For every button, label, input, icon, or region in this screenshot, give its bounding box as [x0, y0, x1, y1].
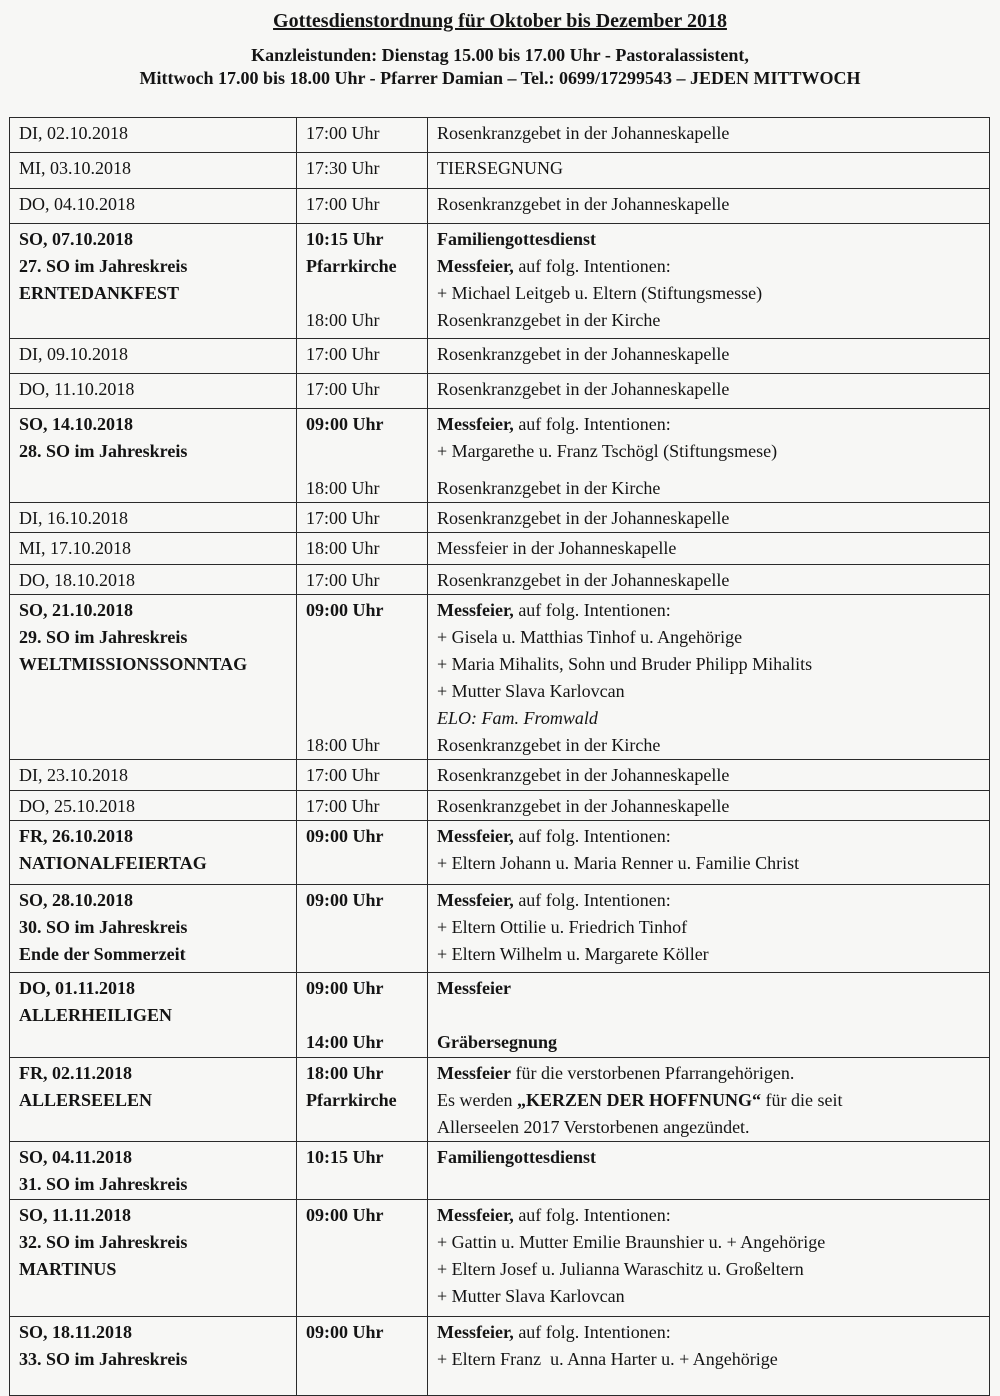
table-row: [10, 118, 990, 153]
table-row: [10, 374, 990, 409]
mass-label: Messfeier,: [437, 414, 514, 434]
time-text: 18:00 Uhr: [306, 735, 380, 755]
intentions-label: auf folg. Intentionen:: [513, 600, 671, 620]
date-cell: DI, 16.10.2018: [10, 503, 297, 533]
table-row: [10, 791, 990, 821]
date-subtitle: MARTINUS: [19, 1259, 117, 1279]
table-row: [10, 821, 990, 885]
date-cell: [10, 973, 297, 1058]
intention-text: + Eltern Johann u. Maria Renner u. Familie Christ: [437, 853, 800, 873]
description-title: Familiengottesdienst: [437, 229, 596, 249]
date-cell: DO, 04.10.2018: [10, 189, 297, 224]
time-cell: 09:00 Uhr: [297, 821, 428, 885]
description-cell: Rosenkranzgebet in der Johanneskapelle: [428, 760, 990, 791]
mass-label: Messfeier,: [437, 1322, 514, 1342]
table-row: [10, 565, 990, 595]
intention-text: + Eltern Josef u. Julianna Waraschitz u. Großeltern: [437, 1259, 804, 1279]
time-text: 18:00 Uhr: [306, 478, 380, 498]
mass-label: Messfeier,: [437, 1205, 514, 1225]
date-cell: [10, 224, 297, 339]
description-title: Messfeier: [437, 978, 511, 998]
table-row: [10, 533, 990, 565]
time-cell: 17:00 Uhr: [297, 339, 428, 374]
date-subtitle: WELTMISSIONSSONNTAG: [19, 654, 248, 674]
time-cell: 17:30 Uhr: [297, 153, 428, 189]
intention-text: + Mutter Slava Karlovcan: [437, 1286, 625, 1306]
description-cell: [428, 973, 990, 1058]
intentions-label: auf folg. Intentionen:: [513, 1322, 671, 1342]
location-text: Pfarrkirche: [306, 256, 397, 276]
mass-label: Messfeier,: [437, 600, 514, 620]
intention-text: + Gattin u. Mutter Emilie Braunshier u. + Angehörige: [437, 1232, 826, 1252]
location-text: Pfarrkirche: [306, 1090, 397, 1110]
time-cell: 17:00 Uhr: [297, 503, 428, 533]
date-text: SO, 04.11.2018: [19, 1147, 133, 1167]
date-subtitle: 30. SO im Jahreskreis: [19, 917, 188, 937]
date-cell: [10, 1142, 297, 1200]
time-cell: 09:00 Uhr: [297, 885, 428, 973]
date-cell: DI, 02.10.2018: [10, 118, 297, 153]
intention-text: + Margarethe u. Franz Tschögl (Stiftungsmese): [437, 441, 778, 461]
description-cell: [428, 224, 990, 339]
time-text: 18:00 Uhr: [306, 310, 380, 330]
description-text: für die verstorbenen Pfarrangehörigen.: [510, 1063, 795, 1083]
intention-text: + Maria Mihalits, Sohn und Bruder Philipp Mihalits: [437, 654, 813, 674]
time-text: 14:00 Uhr: [306, 1032, 384, 1052]
date-text: DO, 01.11.2018: [19, 978, 136, 998]
time-text: 09:00 Uhr: [306, 600, 384, 620]
description-cell: Rosenkranzgebet in der Johanneskapelle: [428, 503, 990, 533]
description-cell: Rosenkranzgebet in der Johanneskapelle: [428, 339, 990, 374]
date-text: SO, 07.10.2018: [19, 229, 134, 249]
intentions-label: auf folg. Intentionen:: [513, 256, 671, 276]
date-subtitle: ALLERSEELEN: [19, 1090, 153, 1110]
date-cell: DI, 09.10.2018: [10, 339, 297, 374]
date-text: SO, 11.11.2018: [19, 1205, 132, 1225]
description-cell: [428, 821, 990, 885]
date-subtitle: 33. SO im Jahreskreis: [19, 1349, 188, 1369]
description-text: Es werden: [437, 1090, 517, 1110]
time-cell: 10:15 Uhr: [297, 1142, 428, 1200]
elo-note: ELO: Fam. Fromwald: [437, 708, 598, 728]
table-row: [10, 760, 990, 791]
date-text: SO, 18.11.2018: [19, 1322, 133, 1342]
date-cell: MI, 03.10.2018: [10, 153, 297, 189]
table-row: [10, 189, 990, 224]
date-subtitle: 29. SO im Jahreskreis: [19, 627, 188, 647]
date-text: FR, 26.10.2018: [19, 826, 133, 846]
time-cell: [297, 224, 428, 339]
table-row: [10, 885, 990, 973]
time-cell: 09:00 Uhr: [297, 1317, 428, 1396]
description-cell: [428, 595, 990, 760]
time-cell: [297, 1058, 428, 1142]
date-cell: [10, 885, 297, 973]
table-row: [10, 1142, 990, 1200]
mass-label: Messfeier: [437, 1063, 511, 1083]
date-cell: DO, 25.10.2018: [10, 791, 297, 821]
time-cell: 17:00 Uhr: [297, 374, 428, 409]
mass-label: Messfeier,: [437, 826, 514, 846]
time-cell: 18:00 Uhr: [297, 533, 428, 565]
description-text: Allerseelen 2017 Verstorbenen angezündet.: [437, 1117, 750, 1137]
date-cell: [10, 821, 297, 885]
intentions-label: auf folg. Intentionen:: [513, 1205, 671, 1225]
intention-text: + Eltern Franz u. Anna Harter u. + Angehörige: [437, 1349, 778, 1369]
table-row: [10, 1200, 990, 1317]
date-subtitle: 28. SO im Jahreskreis: [19, 441, 188, 461]
table-row: [10, 503, 990, 533]
date-cell: MI, 17.10.2018: [10, 533, 297, 565]
intentions-label: auf folg. Intentionen:: [513, 414, 671, 434]
time-cell: [297, 595, 428, 760]
intentions-label: auf folg. Intentionen:: [513, 826, 671, 846]
time-cell: 17:00 Uhr: [297, 189, 428, 224]
date-subtitle: 27. SO im Jahreskreis: [19, 256, 188, 276]
table-row: [10, 409, 990, 503]
time-cell: [297, 409, 428, 503]
spacer: [437, 465, 980, 475]
date-subtitle: ALLERHEILIGEN: [19, 1005, 173, 1025]
intention-text: + Eltern Wilhelm u. Margarete Köller: [437, 944, 709, 964]
time-cell: [297, 973, 428, 1058]
intention-text: + Eltern Ottilie u. Friedrich Tinhof: [437, 917, 688, 937]
date-cell: [10, 1317, 297, 1396]
description-cell: Rosenkranzgebet in der Johanneskapelle: [428, 791, 990, 821]
description-cell: [428, 409, 990, 503]
time-cell: 17:00 Uhr: [297, 565, 428, 595]
date-subtitle: 31. SO im Jahreskreis: [19, 1174, 188, 1194]
mass-label: Messfeier,: [437, 256, 514, 276]
time-cell: 17:00 Uhr: [297, 791, 428, 821]
time-text: 10:15 Uhr: [306, 229, 384, 249]
office-hours-line-1: Kanzleistunden: Dienstag 15.00 bis 17.00 Uhr - Pastoralassistent,: [251, 45, 749, 65]
date-cell: [10, 1200, 297, 1317]
date-cell: [10, 409, 297, 503]
description-text: Rosenkranzgebet in der Kirche: [437, 478, 661, 498]
date-text: SO, 14.10.2018: [19, 414, 134, 434]
intentions-label: auf folg. Intentionen:: [513, 890, 671, 910]
date-cell: [10, 1058, 297, 1142]
intention-text: + Gisela u. Matthias Tinhof u. Angehörige: [437, 627, 743, 647]
description-cell: TIERSEGNUNG: [428, 153, 990, 189]
table-row: [10, 1317, 990, 1396]
table-row: [10, 595, 990, 760]
time-text: 09:00 Uhr: [306, 978, 384, 998]
description-cell: Rosenkranzgebet in der Johanneskapelle: [428, 374, 990, 409]
table-row: [10, 153, 990, 189]
date-text: SO, 28.10.2018: [19, 890, 134, 910]
table-row: [10, 1058, 990, 1142]
description-cell: [428, 1200, 990, 1317]
description-text: für die seit: [761, 1090, 843, 1110]
date-text: SO, 21.10.2018: [19, 600, 134, 620]
date-text: FR, 02.11.2018: [19, 1063, 133, 1083]
description-cell: Rosenkranzgebet in der Johanneskapelle: [428, 565, 990, 595]
description-cell: Familiengottesdienst: [428, 1142, 990, 1200]
description-title: Gräbersegnung: [437, 1032, 558, 1052]
intention-text: + Mutter Slava Karlovcan: [437, 681, 625, 701]
candles-highlight: „KERZEN DER HOFFNUNG“: [516, 1090, 761, 1110]
table-row: [10, 224, 990, 339]
office-hours-line-2: Mittwoch 17.00 bis 18.00 Uhr - Pfarrer Damian – Tel.: 0699/17299543 – JEDEN MITTWOCH: [139, 68, 861, 88]
description-text: Rosenkranzgebet in der Kirche: [437, 735, 661, 755]
description-cell: [428, 1058, 990, 1142]
time-cell: 17:00 Uhr: [297, 118, 428, 153]
description-cell: Rosenkranzgebet in der Johanneskapelle: [428, 118, 990, 153]
time-text: 18:00 Uhr: [306, 1063, 384, 1083]
time-cell: 09:00 Uhr: [297, 1200, 428, 1317]
schedule-table: [9, 117, 990, 1396]
date-subtitle: 32. SO im Jahreskreis: [19, 1232, 188, 1252]
page-title: Gottesdienstordnung für Oktober bis Dezember 2018: [273, 10, 727, 32]
mass-label: Messfeier,: [437, 890, 514, 910]
date-cell: DI, 23.10.2018: [10, 760, 297, 791]
table-row: [10, 973, 990, 1058]
time-text: 09:00 Uhr: [306, 414, 384, 434]
description-cell: Messfeier in der Johanneskapelle: [428, 533, 990, 565]
intention-text: + Michael Leitgeb u. Eltern (Stiftungsmesse): [437, 283, 763, 303]
description-text: Rosenkranzgebet in der Kirche: [437, 310, 661, 330]
date-cell: DO, 11.10.2018: [10, 374, 297, 409]
date-subtitle: NATIONALFEIERTAG: [19, 853, 207, 873]
table-row: [10, 339, 990, 374]
date-cell: [10, 595, 297, 760]
spacer: [306, 465, 418, 475]
time-cell: 17:00 Uhr: [297, 760, 428, 791]
date-subtitle: ERNTEDANKFEST: [19, 283, 180, 303]
date-subtitle: Ende der Sommerzeit: [19, 944, 186, 964]
description-cell: [428, 1317, 990, 1396]
date-cell: DO, 18.10.2018: [10, 565, 297, 595]
description-cell: [428, 885, 990, 973]
description-cell: Rosenkranzgebet in der Johanneskapelle: [428, 189, 990, 224]
